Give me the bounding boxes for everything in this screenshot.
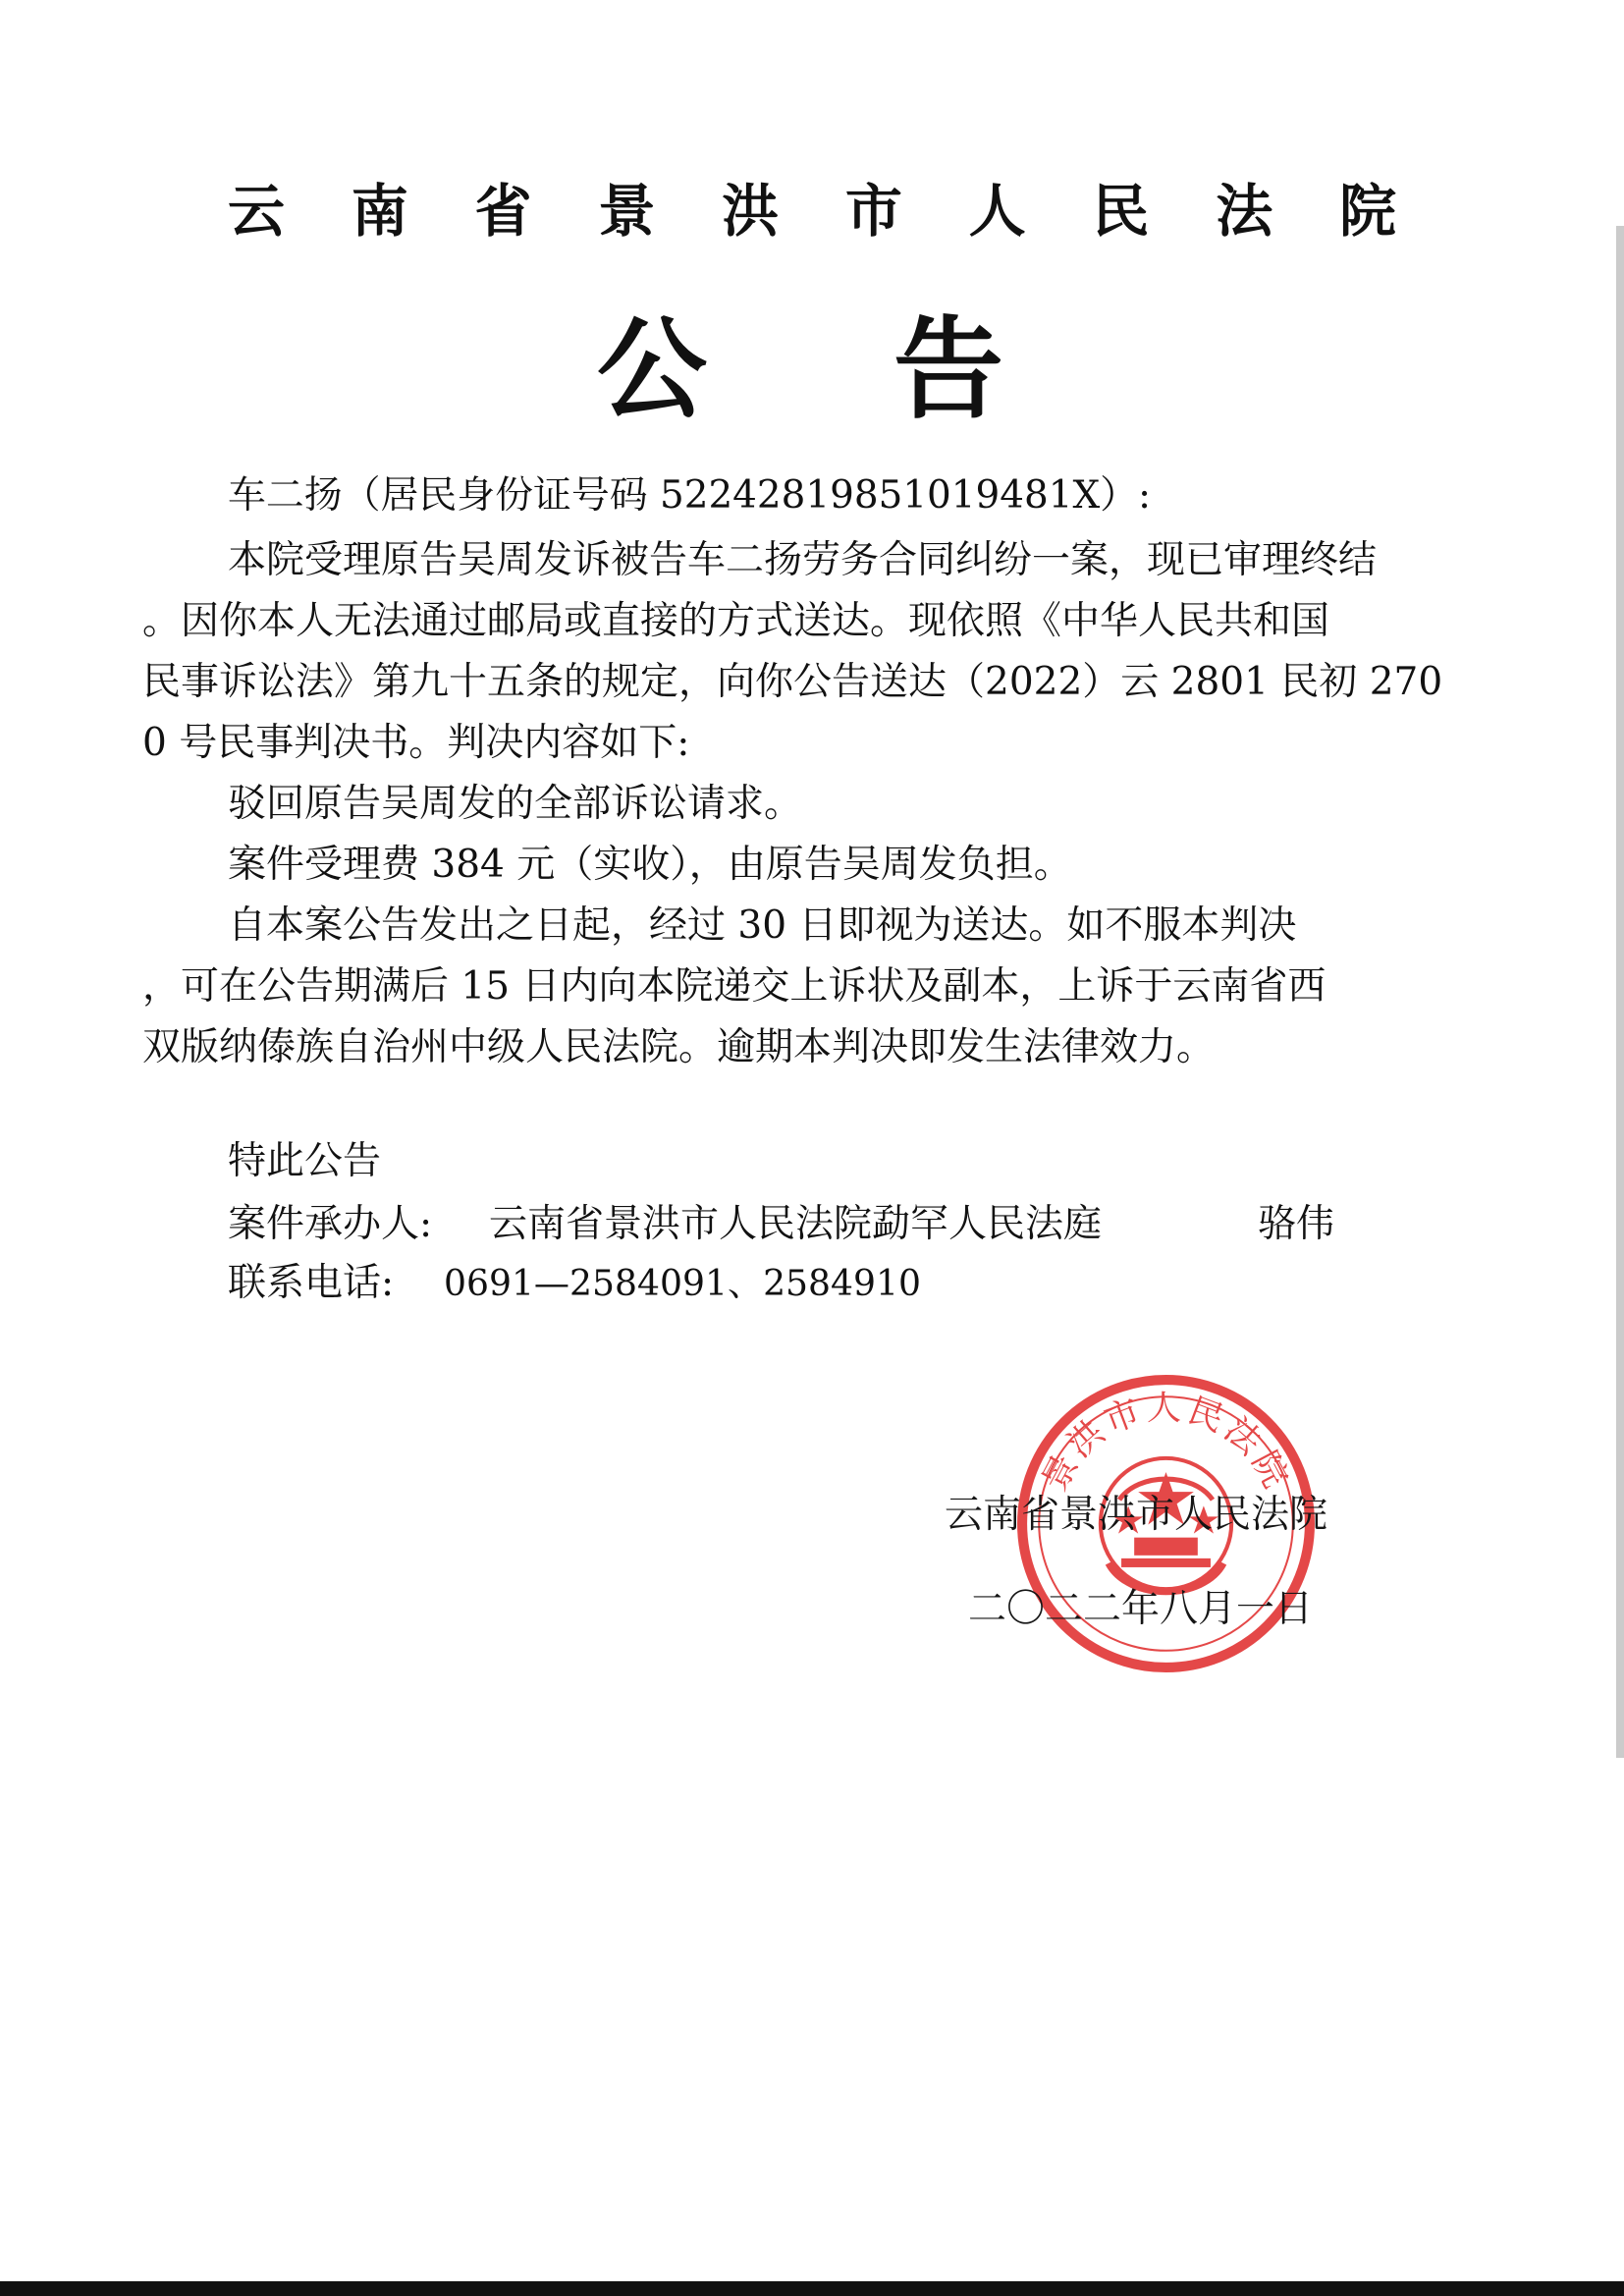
paragraph-1-line-3: 民事诉讼法》第九十五条的规定，向你公告送达（2022）云 2801 民初 270 <box>142 660 1443 704</box>
paragraph-2: 驳回原告吴周发的全部诉讼请求。 <box>228 782 803 826</box>
addressee-line: 车二扬（居民身份证号码 52242819851019481X）: <box>228 473 1152 518</box>
paragraph-1-line-1: 本院受理原告吴周发诉被告车二扬劳务合同纠纷一案，现已审理终结 <box>228 538 1378 582</box>
scan-edge-right <box>1616 226 1624 1758</box>
paragraph-4-line-1: 自本案公告发出之日起，经过 30 日即视为送达。如不服本判决 <box>228 903 1297 948</box>
paragraph-4-line-3: 双版纳傣族自治州中级人民法院。逾期本判决即发生法律效力。 <box>142 1025 1216 1069</box>
signature-court: 云南省景洪市人民法院 <box>945 1493 1328 1537</box>
document-title: 公告 <box>597 305 1003 434</box>
paragraph-1-line-2: 。因你本人无法通过邮局或直接的方式送达。现依照《中华人民共和国 <box>142 599 1330 643</box>
paragraph-4-line-2: ，可在公告期满后 15 日内向本院递交上诉状及副本，上诉于云南省西 <box>142 964 1326 1009</box>
paragraph-3: 案件受理费 384 元（实收），由原告吴周发负担。 <box>228 843 1072 887</box>
paragraph-1-line-4: 0 号民事判决书。判决内容如下: <box>142 721 690 765</box>
closing-line: 特此公告 <box>228 1139 382 1183</box>
handler-label: 案件承办人: <box>228 1202 433 1246</box>
contact-label: 联系电话: <box>228 1261 395 1305</box>
scan-edge-bottom <box>0 2281 1624 2296</box>
handler-court: 云南省景洪市人民法院勐罕人民法庭 <box>489 1202 1103 1246</box>
court-name: 云南省景洪市人民法院 <box>228 178 1396 245</box>
seal-text: 景洪市人民法院 <box>1034 1388 1298 1499</box>
contact-numbers: 0691—2584091、2584910 <box>444 1262 921 1304</box>
signature-date: 二〇二二年八月一日 <box>968 1587 1314 1631</box>
handler-name: 骆伟 <box>1258 1202 1335 1246</box>
